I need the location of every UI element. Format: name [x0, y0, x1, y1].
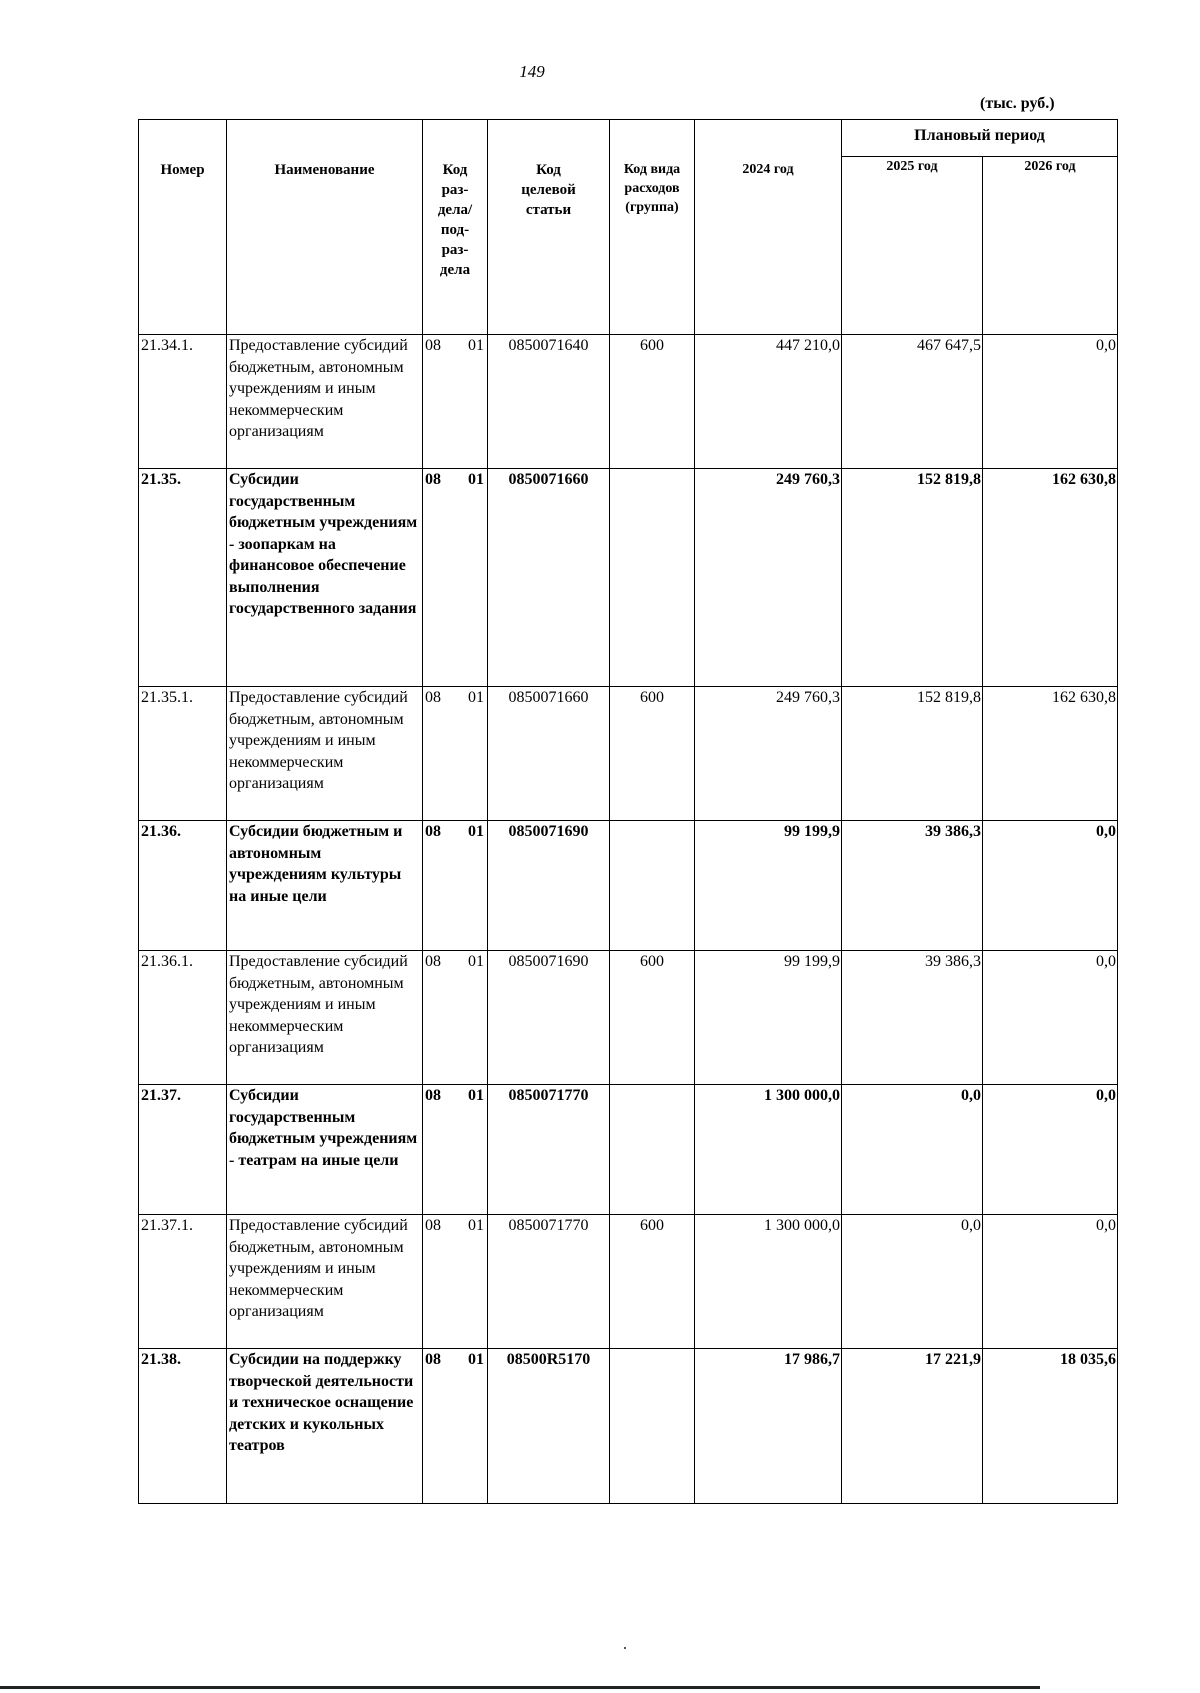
row-section: 08: [425, 471, 441, 488]
row-expense-type: [610, 469, 695, 687]
row-value-2026: 0,0: [983, 1085, 1118, 1215]
row-value-2026: 0,0: [983, 951, 1118, 1085]
table-row: [139, 335, 1118, 469]
row-value-2025: 152 819,8: [842, 687, 983, 821]
row-value-2026: 162 630,8: [983, 687, 1118, 821]
row-name: Предоставление субсидий бюджетным, автономным учреждениям и иным некоммерческим организациям: [227, 335, 423, 469]
row-section: 08: [425, 337, 441, 354]
row-name: Предоставление субсидий бюджетным, автономным учреждениям и иным некоммерческим организациям: [227, 1215, 423, 1349]
header-target-code: Код целевой статьи: [488, 120, 610, 335]
row-value-2024: 447 210,0: [695, 335, 842, 469]
row-target-code: 0850071770: [488, 1085, 610, 1215]
row-target-code: 0850071640: [488, 335, 610, 469]
row-subsection: 01: [468, 1087, 484, 1104]
row-section-code: [423, 1085, 488, 1215]
row-name: Предоставление субсидий бюджетным, автономным учреждениям и иным некоммерческим организациям: [227, 687, 423, 821]
header-section-code: Код раз- дела/ под- раз- дела: [423, 120, 488, 335]
table-row: [139, 469, 1118, 687]
row-value-2025: 17 221,9: [842, 1349, 983, 1504]
table-row: [139, 1085, 1118, 1215]
row-value-2024: 99 199,9: [695, 951, 842, 1085]
row-value-2026: 162 630,8: [983, 469, 1118, 687]
row-expense-type: 600: [610, 951, 695, 1085]
row-value-2024: 249 760,3: [695, 469, 842, 687]
units-label: (тыс. руб.): [980, 95, 1055, 112]
table-body: [139, 335, 1118, 1504]
row-value-2025: 0,0: [842, 1085, 983, 1215]
row-name: Предоставление субсидий бюджетным, автономным учреждениям и иным некоммерческим организациям: [227, 951, 423, 1085]
row-name: Субсидии государственным бюджетным учреждениям - зоопаркам на финансовое обеспечение выполнения государственного задания: [227, 469, 423, 687]
row-expense-type: [610, 821, 695, 951]
row-section-code: [423, 821, 488, 951]
row-value-2024: 17 986,7: [695, 1349, 842, 1504]
scan-edge-line: [0, 1686, 1040, 1689]
row-section-code: [423, 1349, 488, 1504]
row-subsection: 01: [468, 1217, 484, 1234]
table-row: [139, 1215, 1118, 1349]
row-number: 21.34.1.: [139, 335, 227, 469]
row-number: 21.37.1.: [139, 1215, 227, 1349]
row-value-2025: 152 819,8: [842, 469, 983, 687]
row-section-code: [423, 335, 488, 469]
row-value-2025: 467 647,5: [842, 335, 983, 469]
table-row: [139, 821, 1118, 951]
budget-table: [138, 119, 1118, 1504]
row-section: 08: [425, 1351, 441, 1368]
row-value-2024: 1 300 000,0: [695, 1085, 842, 1215]
row-target-code: 0850071660: [488, 469, 610, 687]
row-subsection: 01: [468, 689, 484, 706]
row-value-2024: 99 199,9: [695, 821, 842, 951]
row-subsection: 01: [468, 953, 484, 970]
row-section: 08: [425, 1217, 441, 1234]
row-value-2026: 18 035,6: [983, 1349, 1118, 1504]
header-number: Номер: [139, 120, 227, 335]
row-name: Субсидии бюджетным и автономным учреждениям культуры на иные цели: [227, 821, 423, 951]
row-value-2026: 0,0: [983, 821, 1118, 951]
row-section-code: [423, 1215, 488, 1349]
row-value-2026: 0,0: [983, 1215, 1118, 1349]
header-2026: 2026 год: [983, 157, 1118, 335]
header-planning-period: Плановый период: [842, 120, 1118, 157]
row-value-2024: 1 300 000,0: [695, 1215, 842, 1349]
row-expense-type: 600: [610, 1215, 695, 1349]
row-expense-type: 600: [610, 335, 695, 469]
row-section-code: [423, 469, 488, 687]
row-expense-type: [610, 1085, 695, 1215]
row-target-code: 08500R5170: [488, 1349, 610, 1504]
row-section-code: [423, 687, 488, 821]
row-name: Субсидии государственным бюджетным учреждениям - театрам на иные цели: [227, 1085, 423, 1215]
row-value-2026: 0,0: [983, 335, 1118, 469]
row-number: 21.37.: [139, 1085, 227, 1215]
row-subsection: 01: [468, 337, 484, 354]
row-section: 08: [425, 689, 441, 706]
page-number: 149: [519, 62, 545, 81]
row-expense-type: 600: [610, 687, 695, 821]
table-row: [139, 951, 1118, 1085]
row-subsection: 01: [468, 823, 484, 840]
header-name: Наименование: [227, 120, 423, 335]
header-2025: 2025 год: [842, 157, 983, 335]
row-value-2025: 0,0: [842, 1215, 983, 1349]
row-section: 08: [425, 1087, 441, 1104]
row-number: 21.38.: [139, 1349, 227, 1504]
row-number: 21.36.1.: [139, 951, 227, 1085]
row-value-2025: 39 386,3: [842, 951, 983, 1085]
row-target-code: 0850071660: [488, 687, 610, 821]
row-subsection: 01: [468, 1351, 484, 1368]
row-value-2024: 249 760,3: [695, 687, 842, 821]
row-target-code: 0850071690: [488, 951, 610, 1085]
row-target-code: 0850071770: [488, 1215, 610, 1349]
row-name: Субсидии на поддержку творческой деятельности и техническое оснащение детских и кукольных театров: [227, 1349, 423, 1504]
row-subsection: 01: [468, 471, 484, 488]
header-2024: 2024 год: [695, 120, 842, 335]
row-number: 21.36.: [139, 821, 227, 951]
table-row: [139, 687, 1118, 821]
row-target-code: 0850071690: [488, 821, 610, 951]
row-section: 08: [425, 953, 441, 970]
row-value-2025: 39 386,3: [842, 821, 983, 951]
table-row: [139, 1349, 1118, 1504]
row-expense-type: [610, 1349, 695, 1504]
header-expense-type: Код вида расходов (группа): [610, 120, 695, 335]
row-number: 21.35.: [139, 469, 227, 687]
row-section: 08: [425, 823, 441, 840]
row-section-code: [423, 951, 488, 1085]
scan-dot: [624, 1647, 626, 1649]
row-number: 21.35.1.: [139, 687, 227, 821]
